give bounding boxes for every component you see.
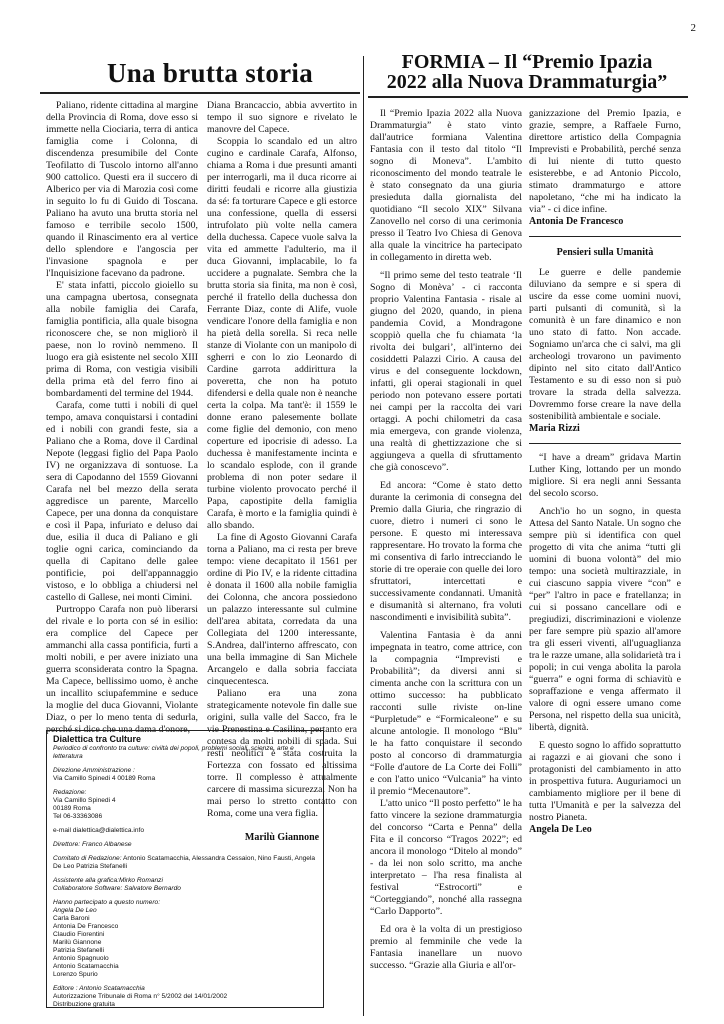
authorization-text: Autorizzazione Tribunale di Roma n° 5/2002 del 14/01/2002 [53,993,228,1000]
right-title-rule [368,96,688,98]
right-title-line2: 2022 alla Nuova Drammaturgia” [386,71,668,93]
contributor: Lorenzo Spurio [53,971,98,978]
committee-names: Antonio Scatamacchia, Alessandra Cessaion, Nino Fausti, Angela De Leo Patrizia Stefanelli [53,855,316,870]
paragraph: Il “Premio Ipazia 2022 alla Nuova Drammaturgia” è stato vinto dall'autrice formiana Valentina Fantasia con il testo dal titolo “Il sogno di Moneva”. L'ambito riconoscimento del mondo teatrale le è stato consegnato da una giuria presieduta dalla giornalista del quotidiano “Il secolo XIX” Silvana Zanovello nel corso di una cerimonia presso il Teatro Ivo Chiesa di Genova alla quale la vincitrice ha partecipato in collegamento in diretta web. [370,108,522,263]
paragraph: Ed ancora: “Come è stato detto durante la cerimonia di consegna del Premio dalla Giuria, che ringrazio di cuore, dietro i numeri ci sono le persone. E questo mi interessava rappresentare. Ho trovato la forma che mi consentiva di farlo intrecciando le storie di tre operaie con quelle dei loro sfruttatori, intercettati e successivamente condannati. Umanità e disumanità si alternano, fra voluti nascondimenti e invisibilità subìta”. [370,480,522,623]
column-divider [363,56,364,1016]
left-article-title: Una brutta storia [106,58,314,88]
director-text: Direttore: Franco Albanese [53,841,132,848]
pensieri-heading: Pensieri sulla Umanità [556,247,654,258]
admin-label: Direzione Amministrazione : [53,767,135,774]
left-article-signature: Marilù Giannone [244,832,320,843]
contributor: Antonio Scatamacchia [53,963,119,970]
redaction-label: Redazione: [53,789,87,796]
software-collaborator: Collaboratore Software: Salvatore Bernardo [53,885,181,892]
paragraph: “Il primo seme del testo teatrale ‘Il Sogno di Monèva’ - ci racconta proprio Valentina Fantasia - risale al giugno del 2020, quando, in piena pandemia Covid, a Mondragone scoppiò quella che fu chiamata ‘la rivolta dei bulgari’, all'interno dei cosiddetti Palazzi Cirio. A causa del virus e del conseguente lockdown, infatti, gli operai stagionali in quel periodo non potevano essere portati nei campi per la raccolta dei vari ortaggi. A pochi chilometri da casa mia emergeva, con grande violenza, una realtà di ghettizzazione che si aggiungeva a quella di sfruttamento che già conoscevo”. [370,270,522,473]
contributor: Angela De Leo [53,907,97,914]
redaction-line: 00189 Roma [53,805,91,812]
admin-address: Via Camillo Spinedi 4 00189 Roma [53,775,156,782]
paragraph: Le guerre e delle pandemie diluviano da sempre e si spera di uscire da esse come uomini nuovi, parti pulsanti di comunità, sì la comunità è un fare dinamico e non uno stato di fatto. Non accade. Sogniamo un'arca che ci salvi, ma gli archeologi trovarono un pavimento dipinto nel sito citato dall'Antico Testamento e su di esso non si può trovare la strada della salvezza. Dovremmo forse creare la nave della sostenibilità ambientale e sociale. [529,267,681,422]
committee-label: Comitato di Redazione: [53,855,122,862]
paragraph: Carafa, come tutti i nobili di quel tempo, amava conquistarsi i contadini ed i nobili con grandi feste, sia a Paliano che a Roma, dove il Cardinal Nepote (leggasi figlio del Papa Paolo IV) ne organizzava di sontuose. La sera di Capodanno del 1559 Giovanni Carafa nel bel mezzo della serata aggredisce un parente, Marcello Capece, per una donna da conquistare e così il Papa, infuriato e deluso dai due, esilia il duca di Paliano e gli toglie ogni carica, cominciando da quella di Capitano delle galee pontificie, poi dell'appannaggio vistoso, e lo obbliga a chiudersi nel castello di Gallese, nei monti Cimini. [46,400,198,603]
paragraph: L'atto unico “Il posto perfetto” le ha fatto vincere la sezione drammaturgia del concorso “Carta e Penna” della Fita e il concorso “Tragos 2022”; ed ancora il monologo “Ditelo al mondo” - da lei non solo scritto, ma anche interpretato – l'ha resa finalista al festival “Estrocorti” e “Corteggiando”, nonché alla rassegna “Carlo Dapporto”. [370,798,522,917]
contributor: Antonio Spagnuolo [53,955,109,962]
masthead-title: Dialettica tra Culture [53,734,142,744]
paragraph: Paliano era una zona strategicamente notevole fin dalle sue origini, sulla valle del Sacco, fra le vie Prenestina e Casilina, pertanto era contesa da molti nobili di spada. Sui resti neolitici è stata costruita la Fortezza con fossato ed altissima torre. Il complesso è attualmente carcere di massima sicurezza. Non ha mai perso lo stretto contatto con Roma, come una vera figlia. [207,688,357,819]
section-separator [529,236,681,237]
paragraph: “I have a dream” gridava Martin Luther King, lottando per un mondo migliore. Si era negli anni Sessanta del secolo scorso. [529,452,681,499]
graphic-assistant: Assistente alla grafica:Mirko Romanzi [53,877,163,884]
contributor: Claudio Fiorentini [53,931,105,938]
right-article-title [372,52,682,92]
paragraph: Diana Brancaccio, abbia avvertito in tempo il suo signore e rivelato le manovre del Capece. [207,100,357,135]
contributor: Patrizia Stefanelli [53,947,104,954]
contributor: Marilù Giannone [53,939,102,946]
paragraph: E questo sogno lo affido soprattutto ai ragazzi e ai giovani che sono i protagonisti del cambiamento in atto in prospettiva futura. Auguriamoci un cambiamento migliore per il bene di tutta l'Umanità e per la salvezza del nostro Pianeta. [529,740,681,823]
redaction-line: Via Camillo Spinedi 4 [53,797,116,804]
contributors-label: Hanno partecipato a questo numero: [53,899,161,906]
dream-signature: Angela De Leo [529,824,592,835]
distribution-text: Distribuzione gratuita [53,1001,115,1008]
editor-text: Editore : Antonio Scatamacchia [53,985,145,992]
left-title-rule [40,92,360,94]
masthead-subtitle: Periodico di confronto tra culture: civiltà dei popoli, problemi sociali, scienze, arte e letteratura [53,745,294,760]
page-number: 2 [690,22,696,34]
contributor: Antonia De Francesco [53,923,119,930]
right-article-signature: Antonia De Francesco [529,216,624,227]
paragraph: Ed ora è la volta di un prestigioso premio al femminile che vede la Fantasia inanellare un nuovo successo. “Grazie alla Giuria e all'or- [370,924,522,971]
email-text: e-mail dialettica@dialettica.info [53,827,144,834]
paragraph: Paliano, ridente cittadina al margine della Provincia di Roma, dove esso si immette nella Ciociaria, terra di antica famiglia come i Colonna, di discendenza presumibile del Conte Teofilatto di Tuscolo intorno all'anno 900 cattolico. Questi era il succero di Alberico per via di Marozia così come in seguito lo fu di Guido di Toscana. Paliano ha avuto una brutta storia nel famoso e terribile secolo 1500, quando il Rinascimento era al vertice dello splendore e l'angoscia per l'invasione spagnola e per l'Inquisizione facevano da padrone. [46,100,198,279]
pensieri-signature: Maria Rizzi [529,423,580,434]
redaction-line: Tel 06-33363086 [53,813,103,820]
left-column-1 [46,100,198,736]
paragraph: Anch'io ho un sogno, in questa Attesa del Santo Natale. Un sogno che sempre più si identifica con quel progetto di vita che anima “tutti gli uomini di buona volontà” del mio tempo: una società multirazziale, in cui ciascuno sappia vivere “con” e “per” l'altro in pace e fratellanza; in cui si possano cancellare odi e pregiudizi, discriminazioni e violenze per fare sempre più spazio all'amore tra gli esseri viventi, all'uguaglianza tra le razze umane, alla solidarietà tra i popoli; in cui venga abolita la parola “guerra” e ogni forma di schiavitù e sopraffazione e venga affermato il valore di ogni essere umano come Persona, nel rispetto della sua unicità, libertà, dignità. [529,506,681,733]
contributor: Carla Baroni [53,915,90,922]
paragraph: Scoppia lo scandalo ed un altro cugino e cardinale Carafa, Alfonso, chiama a Roma i due presunti amanti per interrogarli, ma il duca ricorre ai diritti feudali e ricorre alla giustizia da sé: fa torturare Capece e gli estorce una confessione, quella di essersi intrufolato più volte nella camera della duchessa. Capece vuole salva la vita ed ammette l'adulterio, ma il duca Giovanni, implacabile, lo fa uccidere a pugnalate. Sembra che la brutta storia sia finita, ma non è così, perché il fratello della duchessa don Ferrante Diaz, conte di Alife, vuole vendicare l'onore della famiglia e non ha pietà della sorella. Si reca nelle stanze di Violante con un manipolo di sgherri e con lo zio Leonardo di Cardine garrota addirittura la poveretta, che non ha potuto difendersi e della quale non è neanche certa la colpa. Ma tant'è: il 1559 le donne erano palesemente bollate come figlie del demonio, con meno coperture ed ipocrisie di adesso. La duchessa è manifestamente incinta e lo scandalo esplode, con il grande problema di non poter sedare il turbine violento provocato perché il Papa, capostipite della famiglia Carafa, è morto e la famiglia quindi è allo sbando. [207,136,357,531]
right-title-line1: FORMIA – Il “Premio Ipazia [401,51,653,73]
paragraph: ganizzazione del Premio Ipazia, e grazie, sempre, a Raffaele Furno, direttore artistico della Compagnia Imprevisti e Probabilità, perché senza di lui niente di tutto questo esisterebbe, e ad Antonio Piccolo, stimato drammaturgo e attore napoletano, “che mi ha indicato la via” - ci dice infine. [529,108,681,215]
paragraph: La fine di Agosto Giovanni Carafa torna a Paliano, ma ci resta per breve tempo: viene decapitato il 1561 per ordine di Pio IV, e la ridente cittadina è donata il 1600 alla nobile famiglia dei Colonna, che ancora possiedono un palazzo interessante sul culmine dell'area abitata, corredata da una Collegiata del 1200 interessante, S.Andrea, dall'interno affrescato, con una bella immagine di San Michele Arcangelo e dalla sobria facciata cinquecentesca. [207,532,357,687]
right-column-1 [370,108,522,972]
masthead-box [46,730,324,1008]
right-column-2 [529,108,681,836]
paragraph: E' stata infatti, piccolo gioiello su una campagna ubertosa, consegnata alla nobile famiglia dei Carafa, famiglia pontificia, alla quale bisogna riconoscere che, se non migliorò il paese, non lo rovinò nemmeno. Il luogo era già esistente nel secolo XIII prima di Roma, con vestigia visibili della prima età del ferro fino ai bombardamenti del termine del 1944. [46,280,198,399]
paragraph: Purtroppo Carafa non può liberarsi del rivale e lo porta con sé in esilio: era complice del Capece per ammanchi alla cassa pontificia, furti a molti nobili, e per avere iniziato una guerra sconsiderata contro la Spagna. Ma Capece, bellissimo uomo, è anche un incallito sciupafemmine e seduce la moglie del duca Giovanni, Violante Diaz, o per lo meno tenta di sedurla, perché si dice che una dama d'onore, [46,604,198,735]
paragraph: Valentina Fantasia è da anni impegnata in teatro, come attrice, con la compagnia “Imprevisti e Probabilità”; da diversi anni si cimenta anche con la scrittura con un ottimo successo: ha pubblicato racconti sulle riviste on-line “Purpletude” e “Formicaleone” e su alcune antologie. Il monologo “Blu” le ha fatto conquistare il secondo posto al concorso di drammaturgia “Folle d'autore de La Corte dei Folli” e con l'atto unico “Vulcania” ha vinto il premio “Mecenautore”. [370,630,522,797]
